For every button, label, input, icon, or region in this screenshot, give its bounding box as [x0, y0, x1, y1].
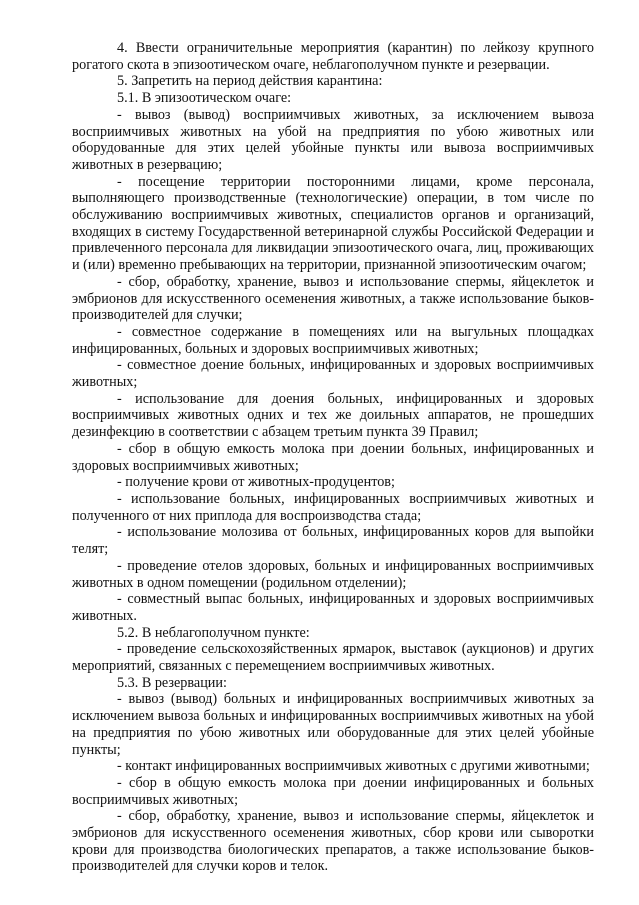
paragraph-quarantine-item-4: 4. Ввести ограничительные мероприятия (карантин) по лейкозу крупного рогатого скота в эпизоотическом очаге, неблагополучном пункте и резервации.	[72, 40, 594, 73]
paragraph-ban-blood: - получение крови от животных-продуцентов;	[117, 474, 395, 491]
paragraph-ban-visits: - посещение территории посторонними лицами, кроме персонала, выполняющего производственные (технологические) операции, в том числе по обслуживанию восприимчивых животных, специалистов органов и организаций, входящих в систему Государственной ветеринарной службы Российской Федерации и привлеченного персонала для ликвидации эпизоотического очага, лиц, проживающих и (или) временно пребывающих на территории, признанной эпизоотическим очагом;	[72, 173, 594, 274]
paragraph-item-5-2: 5.2. В неблагополучном пункте:	[117, 624, 310, 641]
paragraph-ban-calving: - проведение отелов здоровых, больных и инфицированных восприимчивых животных в одном помещении (родильном отделении);	[72, 557, 594, 591]
paragraph-ban-milk-collection: - сбор в общую емкость молока при доении больных, инфицированных и здоровых восприимчивых животных;	[72, 440, 594, 474]
paragraph-ban-reservation-milk: - сбор в общую емкость молока при доении инфицированных и больных восприимчивых животных;	[72, 774, 594, 808]
paragraph-ban-fairs: - проведение сельскохозяйственных ярмарок, выставок (аукционов) и других мероприятий, связанных с перемещением восприимчивых животных.	[72, 641, 594, 675]
paragraph-ban-joint-keeping: - совместное содержание в помещениях или на выгульных площадках инфицированных, больных и здоровых восприимчивых животных;	[72, 323, 594, 357]
paragraph-ban-reservation-sperm: - сбор, обработку, хранение, вывоз и использование спермы, яйцеклеток и эмбрионов для искусственного осеменения животных, сбор крови или сыворотки крови для производства биологических препаратов, а также использование быков-производителей для случки коров и телок.	[72, 808, 594, 875]
paragraph-ban-sperm: - сбор, обработку, хранение, вывоз и использование спермы, яйцеклеток и эмбрионов для искусственного осеменения животных, а также использование быков-производителей для случки;	[72, 273, 594, 324]
paragraph-ban-joint-milking: - совместное доение больных, инфицированных и здоровых восприимчивых животных;	[72, 357, 594, 391]
paragraph-item-5-3: 5.3. В резервации:	[117, 674, 227, 691]
paragraph-ban-export: - вывоз (вывод) восприимчивых животных, за исключением вывоза восприимчивых животных на убой на предприятия по убою животных или оборудованные для этих целей убойные пункты или вывоза восприимчивых животных в резервацию;	[72, 106, 594, 173]
paragraph-ban-colostrum: - использование молозива от больных, инфицированных коров для выпойки телят;	[72, 524, 594, 558]
paragraph-ban-reservation-export: - вывоз (вывод) больных и инфицированных восприимчивых животных за исключением вывоза больных и инфицированных восприимчивых животных на убой на предприятия по убою животных или оборудованные для этих целей убойные пункты;	[72, 691, 594, 758]
paragraph-ban-reproduction: - использование больных, инфицированных восприимчивых животных и полученного от них приплода для воспроизводства стада;	[72, 490, 594, 524]
paragraph-ban-grazing: - совместный выпас больных, инфицированных и здоровых восприимчивых животных.	[72, 591, 594, 624]
paragraph-ban-contact: - контакт инфицированных восприимчивых животных с другими животными;	[117, 758, 590, 775]
paragraph-item-5: 5. Запретить на период действия карантина:	[117, 73, 383, 90]
document-page	[72, 40, 594, 875]
paragraph-item-5-1: 5.1. В эпизоотическом очаге:	[117, 90, 292, 107]
paragraph-ban-milking-machines: - использование для доения больных, инфицированных и здоровых восприимчивых животных одних и тех же доильных аппаратов, не прошедших дезинфекцию в соответствии с абзацем третьим пункта 39 Правил;	[72, 390, 594, 441]
